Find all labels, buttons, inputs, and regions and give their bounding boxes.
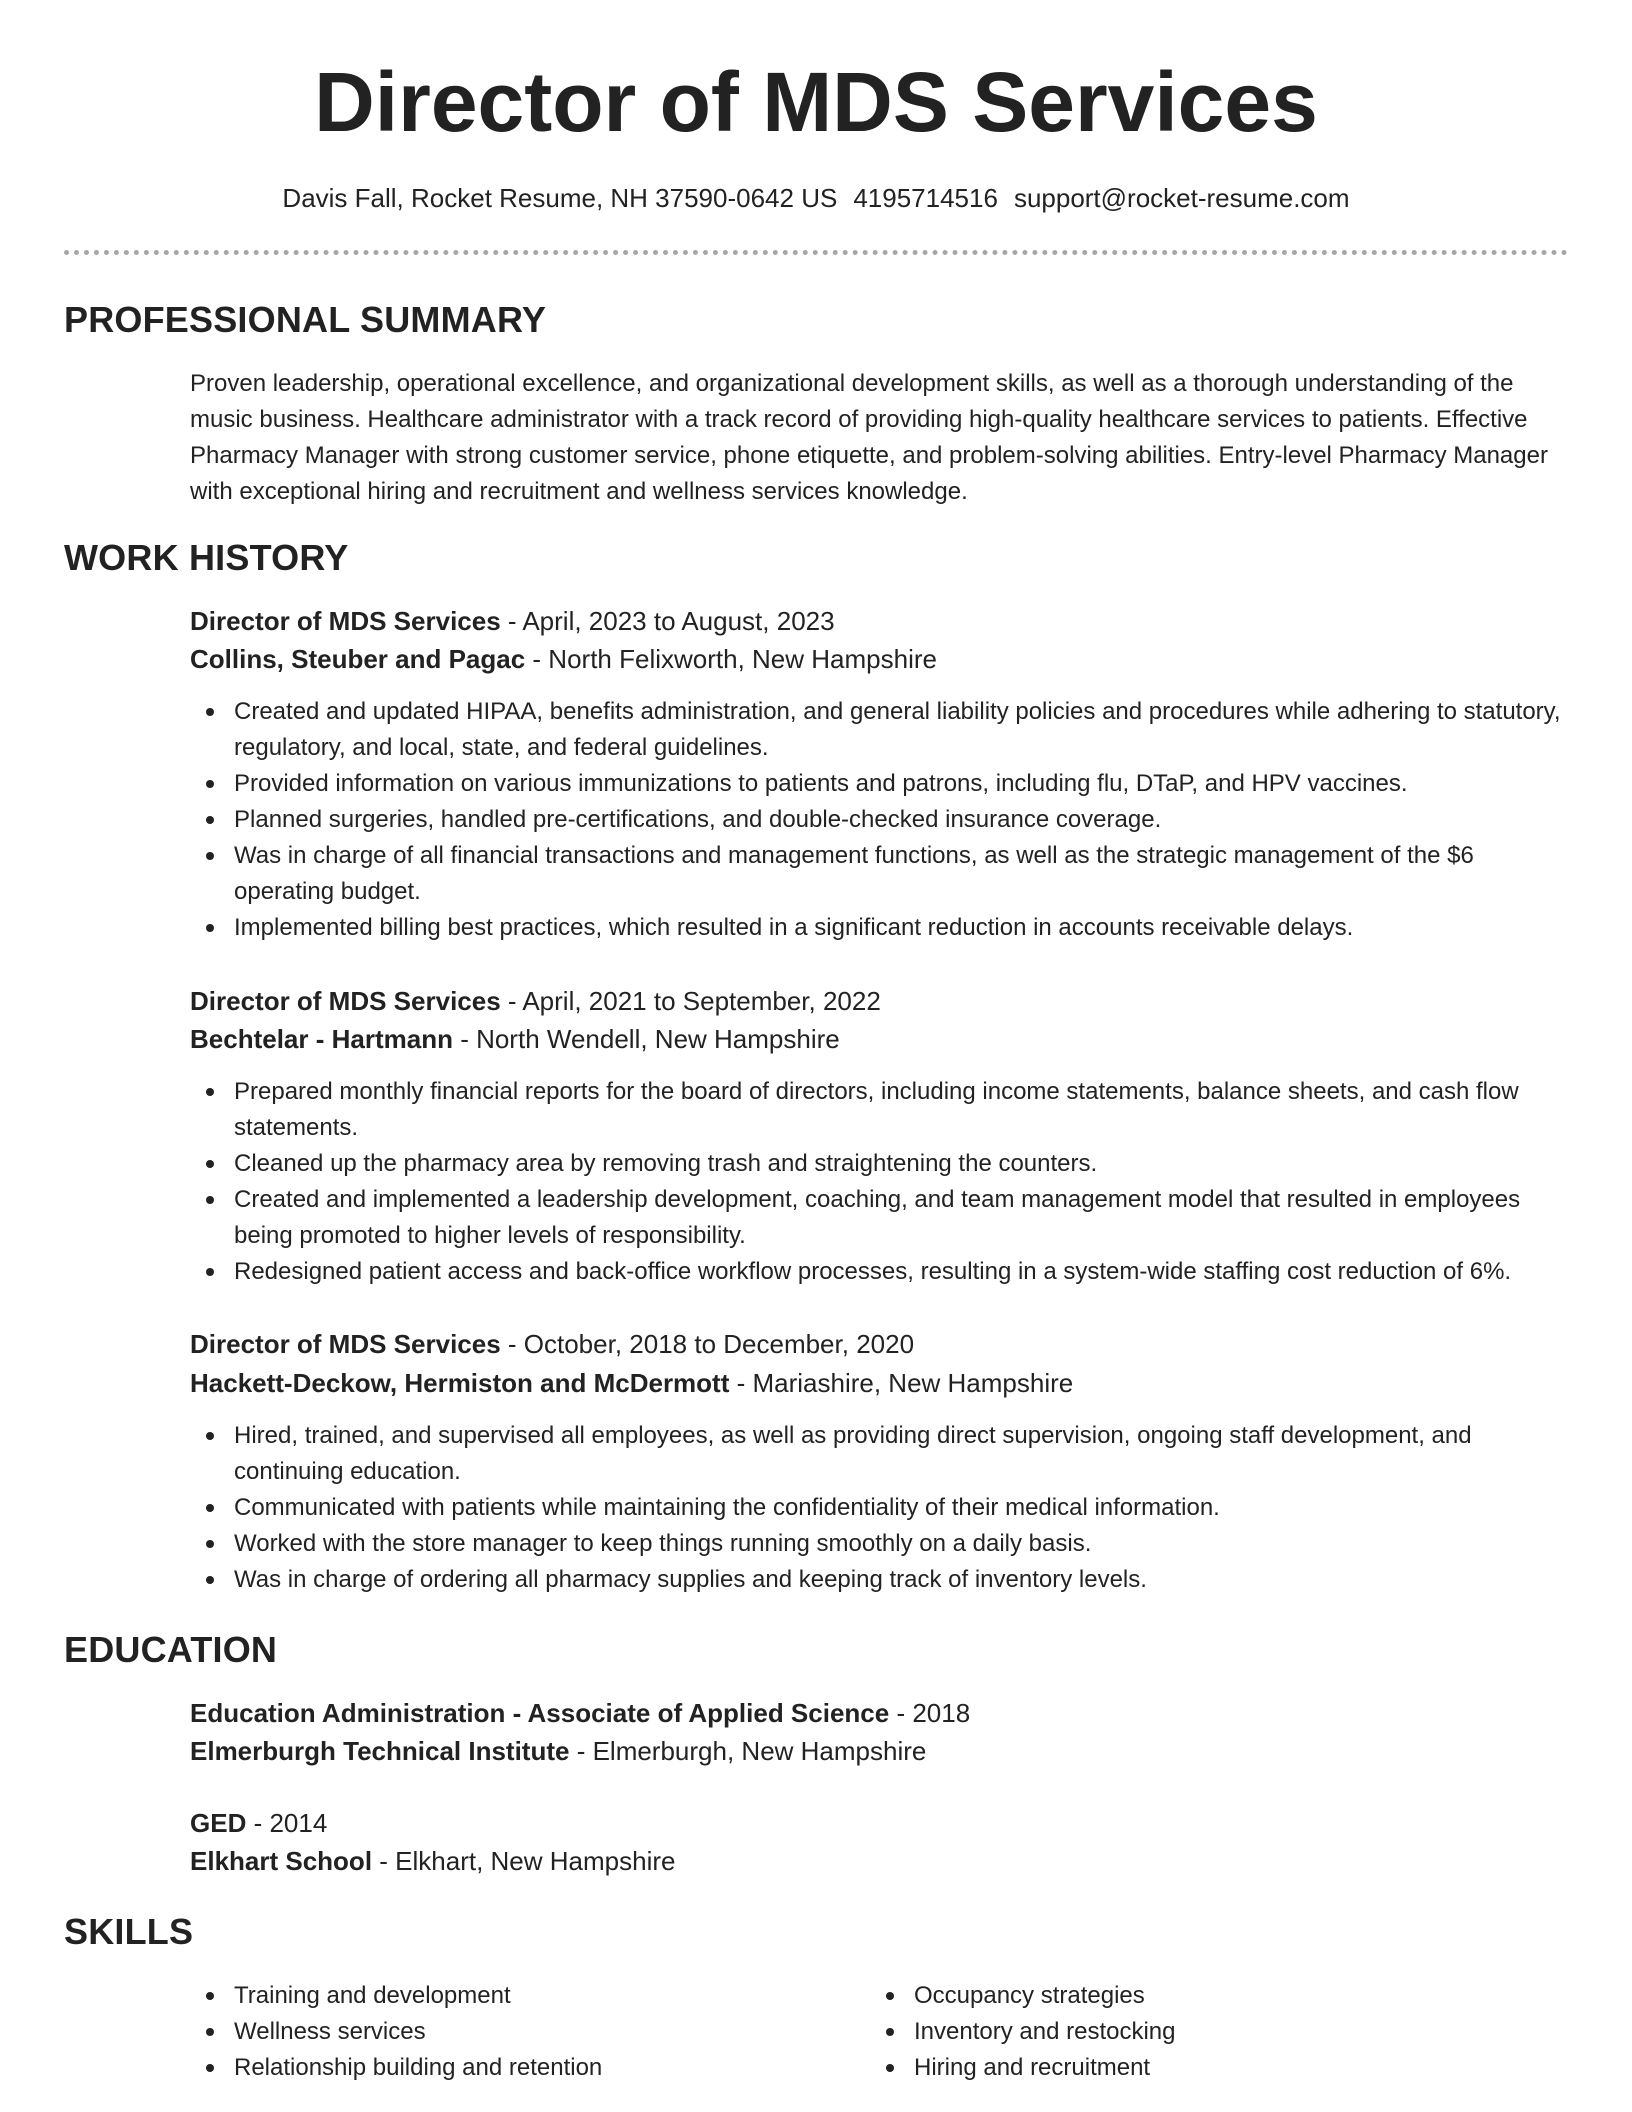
- list-item: Inventory and restocking: [870, 2014, 1510, 2050]
- list-item: Training and development: [190, 1978, 830, 2014]
- job-3-company: Hackett-Deckow, Hermiston and McDermott: [190, 1368, 730, 1398]
- job-2-title-line: [190, 982, 1570, 1020]
- education-1-degree: Education Administration - Associate of Applied Science: [190, 1698, 890, 1728]
- list-item: Created and updated HIPAA, benefits administration, and general liability policies and procedures while adhering to statutory, regulatory, and local, state, and federal guidelines.: [190, 694, 1580, 766]
- job-2-role: Director of MDS Services: [190, 986, 501, 1016]
- job-1-bullets: [190, 694, 1580, 946]
- job-3-dates: - October, 2018 to December, 2020: [500, 1329, 915, 1359]
- job-1-dates: - April, 2023 to August, 2023: [500, 606, 835, 636]
- education-2-school-line: [190, 1842, 1570, 1880]
- job-3-role: Director of MDS Services: [190, 1329, 501, 1359]
- job-1-location: - North Felixworth, New Hampshire: [525, 644, 937, 674]
- education-2-year: - 2014: [246, 1808, 328, 1838]
- list-item: Worked with the store manager to keep things running smoothly on a daily basis.: [190, 1526, 1580, 1562]
- list-item: Communicated with patients while maintaining the confidentiality of their medical information.: [190, 1490, 1580, 1526]
- contact-email: support@rocket-resume.com: [1013, 183, 1350, 213]
- job-2-location: - North Wendell, New Hampshire: [452, 1024, 840, 1054]
- list-item: Was in charge of ordering all pharmacy supplies and keeping track of inventory levels.: [190, 1562, 1580, 1598]
- education-1-school-line: [190, 1732, 1570, 1770]
- skills-title: SKILLS: [64, 1911, 194, 1952]
- list-item: Prepared monthly financial reports for the board of directors, including income statements, balance sheets, and cash flow statements.: [190, 1074, 1580, 1146]
- education-2-school: Elkhart School: [190, 1846, 373, 1876]
- work-history-title: WORK HISTORY: [64, 537, 349, 578]
- list-item: Created and implemented a leadership development, coaching, and team management model that resulted in employees being promoted to higher levels of responsibility.: [190, 1182, 1580, 1254]
- list-item: Was in charge of all financial transactions and management functions, as well as the strategic management of the $6 operating budget.: [190, 838, 1580, 910]
- job-2-bullets: [190, 1074, 1580, 1290]
- list-item: Implemented billing best practices, which resulted in a significant reduction in accounts receivable delays.: [190, 910, 1580, 946]
- list-item: Wellness services: [190, 2014, 830, 2050]
- job-1-company-line: [190, 640, 1570, 678]
- education-2-degree: GED: [190, 1808, 247, 1838]
- education-1-degree-line: [190, 1694, 1570, 1732]
- list-item: Hired, trained, and supervised all employees, as well as providing direct supervision, ongoing staff development, and continuing education.: [190, 1418, 1580, 1490]
- education-1-location: - Elmerburgh, New Hampshire: [569, 1736, 927, 1766]
- education-1-school: Elmerburgh Technical Institute: [190, 1736, 570, 1766]
- header-divider: [64, 250, 1568, 255]
- list-item: Hiring and recruitment: [870, 2050, 1510, 2086]
- job-2-company: Bechtelar - Hartmann: [190, 1024, 453, 1054]
- job-2-company-line: [190, 1020, 1570, 1058]
- list-item: Relationship building and retention: [190, 2050, 830, 2086]
- summary-text: Proven leadership, operational excellence, and organizational development skills, as well as a thorough understanding of the music business. Healthcare administrator with a track record of providing high-quality healthcare services to patients. Effective Pharmacy Manager with strong customer service, phone etiquette, and problem-solving abilities. Entry-level Pharmacy Manager with exceptional hiring and recruitment and wellness services knowledge.: [190, 370, 1548, 505]
- job-1-company: Collins, Steuber and Pagac: [190, 644, 526, 674]
- job-3-title-line: [190, 1325, 1570, 1363]
- education-title: EDUCATION: [64, 1629, 278, 1670]
- list-item: Cleaned up the pharmacy area by removing trash and straightening the counters.: [190, 1146, 1580, 1182]
- job-3-bullets: [190, 1418, 1580, 1598]
- job-2-dates: - April, 2021 to September, 2022: [500, 986, 881, 1016]
- contact-line: [0, 180, 1632, 216]
- candidate-name: Director of MDS Services: [314, 55, 1318, 149]
- list-item: Planned surgeries, handled pre-certifications, and double-checked insurance coverage.: [190, 802, 1580, 838]
- list-item: Occupancy strategies: [870, 1978, 1510, 2014]
- education-2-degree-line: [190, 1804, 1570, 1842]
- job-3-company-line: [190, 1364, 1570, 1402]
- skills-right-list: [870, 1978, 1510, 2086]
- contact-address: Davis Fall, Rocket Resume, NH 37590-0642 US: [282, 183, 838, 213]
- list-item: Provided information on various immunizations to patients and patrons, including flu, DTaP, and HPV vaccines.: [190, 766, 1580, 802]
- summary-title: PROFESSIONAL SUMMARY: [64, 299, 547, 340]
- skills-left-list: [190, 1978, 830, 2086]
- education-1-year: - 2018: [889, 1698, 971, 1728]
- job-1-title-line: [190, 602, 1570, 640]
- education-2-location: - Elkhart, New Hampshire: [372, 1846, 676, 1876]
- list-item: Redesigned patient access and back-office workflow processes, resulting in a system-wide staffing cost reduction of 6%.: [190, 1254, 1580, 1290]
- job-1-role: Director of MDS Services: [190, 606, 501, 636]
- contact-phone: 4195714516: [853, 183, 998, 213]
- job-3-location: - Mariashire, New Hampshire: [729, 1368, 1074, 1398]
